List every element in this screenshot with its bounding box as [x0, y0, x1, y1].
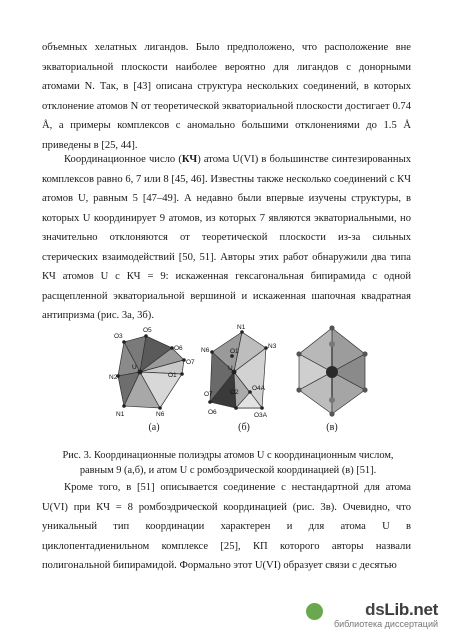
- label-b-O3A: O3A: [254, 412, 268, 419]
- label-b-O4A: O4A: [252, 385, 266, 392]
- label-a-N6: N6: [156, 411, 165, 418]
- label-a-O3: O3: [114, 333, 123, 340]
- dslib-logo-icon: [306, 603, 323, 620]
- watermark-site-name: dsLib.net: [365, 600, 438, 619]
- label-a-O5: O5: [143, 327, 152, 334]
- abbreviation-kch: КЧ: [181, 154, 198, 165]
- figure-3a-label: (а): [148, 422, 160, 433]
- figure-3-caption: Рис. 3. Координационные полиэдры атомов U с координационным числом, равным 9 (а,б), и атом U с ромбоэдрической координацией (в) [51].: [62, 450, 394, 476]
- label-b-O7: O7: [204, 391, 213, 398]
- label-b-O1: O1: [230, 348, 239, 355]
- label-b-N1: N1: [237, 324, 246, 331]
- label-b-N3: N3: [268, 343, 277, 350]
- paragraph-3: Кроме того, в [51] описывается соединение с нестандартной для атома U(VI) при КЧ = 8 ромбоэдрической координацией (рис. 3в). Очевидно, что уникальный тип координации характерен и для атома U в циклопентадиенильном комплексе [25], КП которого авторы назвали полигональной бипирамидой. Формально этот U(VI) образует связи с десятью: [42, 482, 411, 571]
- polyhedron-a: [110, 322, 200, 422]
- paragraph-2: [42, 150, 411, 326]
- label-b-N6: N6: [201, 347, 210, 354]
- watermark-subtitle: библиотека диссертаций: [333, 619, 438, 629]
- polyhedron-c: [287, 324, 377, 420]
- label-a-O7: O7: [186, 359, 195, 366]
- label-a-U: U: [132, 364, 137, 371]
- label-a-O1: O1: [168, 372, 177, 379]
- label-b-U: U: [228, 365, 233, 372]
- paragraph-2-rest: ) атома U(VI) в большинстве синтезированных комплексов равно 6, 7 или 8 [45, 46]. Известны также несколько соединений с КЧ атомов U, равным 5 [47–49]. А недавно были впервые изучены структуры, в которых U координирует 9 атомов, из которых 7 являются экваториальными, но значительно отклоняются от теоретической плоскости из-за сильных стерических взаимодействий [50, 51]. Авторы этих работ обнаружили два типа КЧ атомов U с КЧ = 9: искаженная гексагональная бипирамида с одной расщепленной экваториальной вершиной и искаженная шапочная квадратная антипризма (рис. 3а, 3б).: [42, 154, 411, 321]
- label-b-O6: O6: [208, 409, 217, 416]
- polyhedron-b: [192, 322, 278, 422]
- figure-3b-label: (б): [238, 422, 250, 433]
- figure-3c-label: (в): [326, 422, 338, 433]
- label-b-O2: O2: [230, 389, 239, 396]
- figure-3: [0, 320, 450, 440]
- paragraph-1: объемных хелатных лигандов. Было предположено, что расположение вне экваториальной плоскости наиболее вероятно для лигандов с донорными атомами N. Так, в [43] описана структура нескольких соединений, в которых отклонение атомов N от теоретической экваториальной плоскости достигает 0.74 Å, а примеры комплексов с аномально большими отклонениями до 1.5 Å приведены в [25, 44].: [42, 42, 411, 151]
- label-a-O6: O6: [174, 345, 183, 352]
- paragraph-2-start: Координационное число (: [64, 154, 182, 165]
- label-a-N2: N2: [109, 374, 118, 381]
- dslib-watermark[interactable]: [298, 602, 438, 630]
- label-a-N1: N1: [116, 411, 125, 418]
